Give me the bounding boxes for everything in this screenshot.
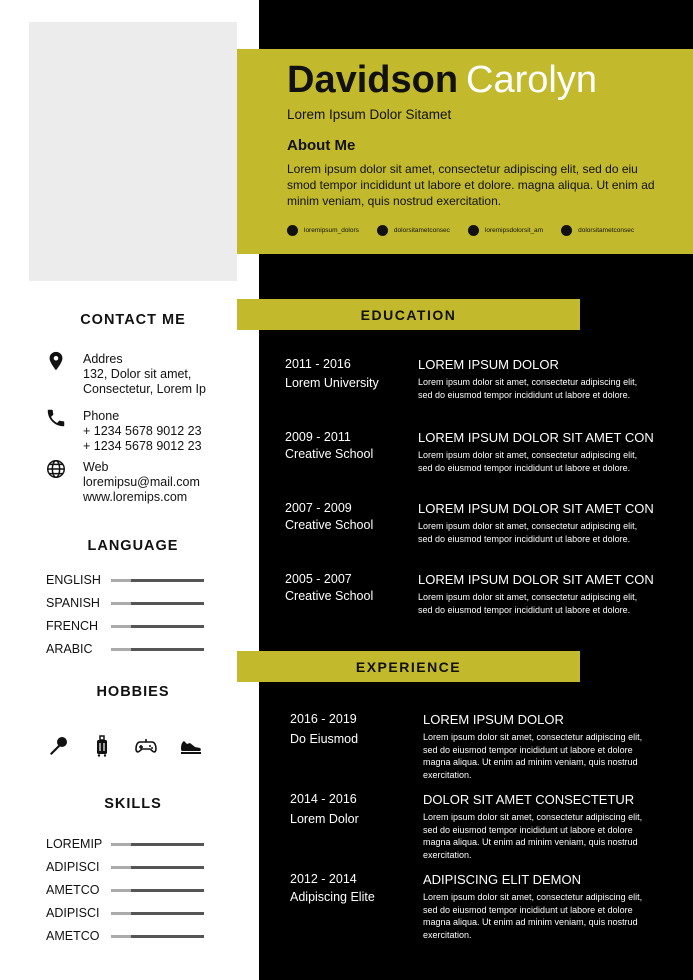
skill-level-bar [111,843,204,846]
language-level-bar [111,579,204,582]
entry-date: 2007 - 2009 [285,501,352,515]
contact-phone-label: Phone [83,409,120,423]
entry-desc: Lorem ipsum dolor sit amet, consectetur adipiscing elit, sed do eiusmod tempor incididunt ut labore et dolore. [418,377,638,400]
contact-title: CONTACT ME [80,312,186,328]
tag-item [561,225,634,236]
tag-item [287,225,359,236]
entry-title: ADIPISCING ELIT DEMON [423,872,581,887]
entry-place: Lorem University [285,376,379,390]
contact-phone-line: + 1234 5678 9012 23 [83,424,202,438]
tag-item [377,225,450,236]
contact-address-line: 132, Dolor sit amet, [83,367,192,381]
skill-label: AMETCO [46,883,100,897]
gamepad-icon [134,734,158,758]
entry-desc: Lorem ipsum dolor sit amet, consectetur adipiscing elit, sed do eiusmod tempor incididunt ut labore et dolore magna aliqua. Ut enim ad minim veniam, quis nostrud exercitation. [423,892,643,940]
language-row [46,642,204,656]
bullet-dot-icon [561,225,572,236]
last-name: Carolyn [466,59,597,101]
entry-title: LOREM IPSUM DOLOR SIT AMET CON [418,572,654,587]
language-title: LANGUAGE [87,538,179,554]
contact-web [45,460,200,505]
tag-list [287,225,634,236]
experience-title: EXPERIENCE [237,651,580,682]
level-fill [131,579,204,582]
entry-place: Creative School [285,447,374,461]
contact-phone [45,409,202,454]
level-fill [131,889,204,892]
entry-desc: Lorem ipsum dolor sit amet, consectetur adipiscing elit, sed do eiusmod tempor incididunt ut labore et dolore magna aliqua. Ut enim ad minim veniam, quis nostrud exercitation. [423,812,643,860]
entry-place: Lorem Dolor [290,812,359,826]
skill-label: ADIPISCI [46,860,100,874]
entry-place: Adipiscing Elite [290,890,375,904]
luggage-icon [90,734,114,758]
skill-level-bar [111,912,204,915]
language-level-bar [111,648,204,651]
skill-label: AMETCO [46,929,100,943]
bullet-dot-icon [377,225,388,236]
contact-web-label: Web [83,460,109,474]
globe-icon [45,458,67,480]
microphone-icon [46,734,70,758]
skill-row [46,837,204,851]
skill-row [46,929,204,943]
bullet-dot-icon [468,225,479,236]
language-row [46,619,204,633]
hobbies-title: HOBBIES [96,684,170,700]
entry-place: Creative School [285,518,374,532]
level-fill [131,935,204,938]
contact-address-line: Consectetur, Lorem Ip [83,382,206,396]
subtitle: Lorem Ipsum Dolor Sitamet [287,107,452,122]
tag-item [468,225,543,236]
entry-place: Creative School [285,589,374,603]
entry-desc: Lorem ipsum dolor sit amet, consectetur adipiscing elit, sed do eiusmod tempor incididunt ut labore et dolore. [418,450,638,473]
skill-row [46,860,204,874]
location-pin-icon [45,350,67,372]
contact-address [45,352,206,397]
header-box [237,49,693,254]
entry-title: DOLOR SIT AMET CONSECTETUR [423,792,635,807]
tag-label: dolorsitametconsec [393,227,450,234]
skill-level-bar [111,935,204,938]
about-text: Lorem ipsum dolor sit amet, consectetur adipiscing elit, sed do eiu smod tempor incididunt ut labore et dolore. magna aliqua. Ut enim ad minim veniam, quis nostrud exercitation. [287,162,655,208]
entry-desc: Lorem ipsum dolor sit amet, consectetur adipiscing elit, sed do eiusmod tempor incididunt ut labore et dolore. [418,592,638,615]
tag-label: loremipsdolorsit_am [484,227,544,234]
tag-label: loremipsum_dolors [304,227,359,234]
entry-place: Do Eiusmod [290,732,359,746]
skill-label: LOREMIP [46,837,103,851]
language-row [46,596,204,610]
phone-icon [45,407,67,429]
level-fill [131,648,204,651]
language-label: ARABIC [46,642,93,656]
language-level-bar [111,625,204,628]
level-fill [131,843,204,846]
entry-title: LOREM IPSUM DOLOR SIT AMET CON [418,501,654,516]
skill-label: ADIPISCI [46,906,100,920]
contact-address-label: Addres [83,352,123,366]
tag-label: dolorsitametconsec [578,227,635,234]
contact-email[interactable]: loremipsu@mail.com [83,475,200,489]
skill-level-bar [111,889,204,892]
skills-title: SKILLS [104,796,162,812]
sneaker-icon [179,734,203,758]
entry-title: LOREM IPSUM DOLOR [423,712,564,727]
entry-desc: Lorem ipsum dolor sit amet, consectetur adipiscing elit, sed do eiusmod tempor incididunt ut labore et dolore. [418,521,638,544]
skill-row [46,906,204,920]
about-title: About Me [287,137,356,154]
contact-website[interactable]: www.loremips.com [83,490,188,504]
entry-date: 2016 - 2019 [290,712,357,726]
education-title: EDUCATION [237,299,580,330]
language-label: FRENCH [46,619,99,633]
entry-date: 2011 - 2016 [285,357,351,371]
language-label: SPANISH [46,596,100,610]
level-fill [131,625,204,628]
skill-row [46,883,204,897]
entry-title: LOREM IPSUM DOLOR SIT AMET CON [418,430,654,445]
entry-date: 2012 - 2014 [290,872,357,886]
entry-date: 2009 - 2011 [285,430,351,444]
profile-photo-placeholder [29,22,237,281]
language-level-bar [111,602,204,605]
entry-desc: Lorem ipsum dolor sit amet, consectetur adipiscing elit, sed do eiusmod tempor incididunt ut labore et dolore magna aliqua. Ut enim ad minim veniam, quis nostrud exercitation. [423,732,643,780]
entry-title: LOREM IPSUM DOLOR [418,357,559,372]
full-name [287,61,597,99]
level-fill [131,912,204,915]
bullet-dot-icon [287,225,298,236]
contact-phone-line: + 1234 5678 9012 23 [83,439,202,453]
skill-level-bar [111,866,204,869]
language-label: ENGLISH [46,573,101,587]
first-name: Davidson [287,59,459,101]
entry-date: 2014 - 2016 [290,792,357,806]
entry-date: 2005 - 2007 [285,572,352,586]
level-fill [131,602,204,605]
language-row [46,573,204,587]
level-fill [131,866,204,869]
